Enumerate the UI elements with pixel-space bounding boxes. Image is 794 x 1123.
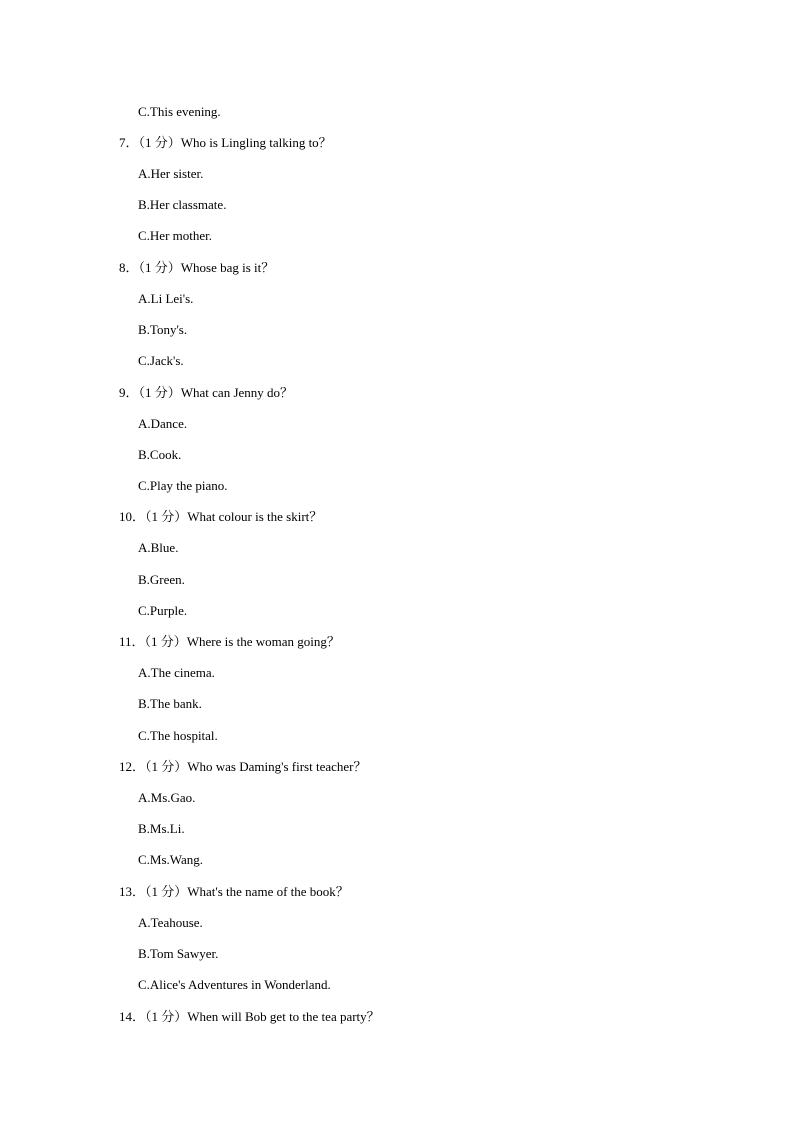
question-7-stem: 7．（1 分）Who is Lingling talking to？ [119,135,332,150]
question-8-option-b: B.Tony's. [138,322,188,337]
question-10-option-c: C.Purple. [138,603,188,618]
question-13-option-a: A.Teahouse. [138,915,203,930]
question-11-option-a: A.The cinema. [138,665,215,680]
question-7-option-c: C.Her mother. [138,228,213,243]
question-10-option-a: A.Blue. [138,540,179,555]
leading-option: C.This evening. [138,104,221,119]
question-11-option-c: C.The hospital. [138,728,218,743]
question-7-option-a: A.Her sister. [138,166,204,181]
question-13-option-c: C.Alice's Adventures in Wonderland. [138,977,331,992]
question-12-option-a: A.Ms.Gao. [138,790,196,805]
question-8-option-c: C.Jack's. [138,353,184,368]
question-10-stem: 10．（1 分）What colour is the skirt？ [119,509,323,524]
question-12-option-b: B.Ms.Li. [138,821,185,836]
question-14-stem: 14．（1 分）When will Bob get to the tea party？ [119,1009,380,1024]
question-9-stem: 9．（1 分）What can Jenny do？ [119,385,294,400]
question-10-option-b: B.Green. [138,572,185,587]
question-9-option-b: B.Cook. [138,447,182,462]
question-9-option-a: A.Dance. [138,416,188,431]
question-8-stem: 8．（1 分）Whose bag is it？ [119,260,275,275]
question-7-option-b: B.Her classmate. [138,197,227,212]
question-9-option-c: C.Play the piano. [138,478,228,493]
question-12-stem: 12．（1 分）Who was Daming's first teacher？ [119,759,367,774]
question-13-stem: 13．（1 分）What's the name of the book？ [119,884,349,899]
question-11-option-b: B.The bank. [138,696,202,711]
question-8-option-a: A.Li Lei's. [138,291,194,306]
question-12-option-c: C.Ms.Wang. [138,852,204,867]
question-11-stem: 11．（1 分）Where is the woman going？ [119,634,340,649]
question-13-option-b: B.Tom Sawyer. [138,946,219,961]
